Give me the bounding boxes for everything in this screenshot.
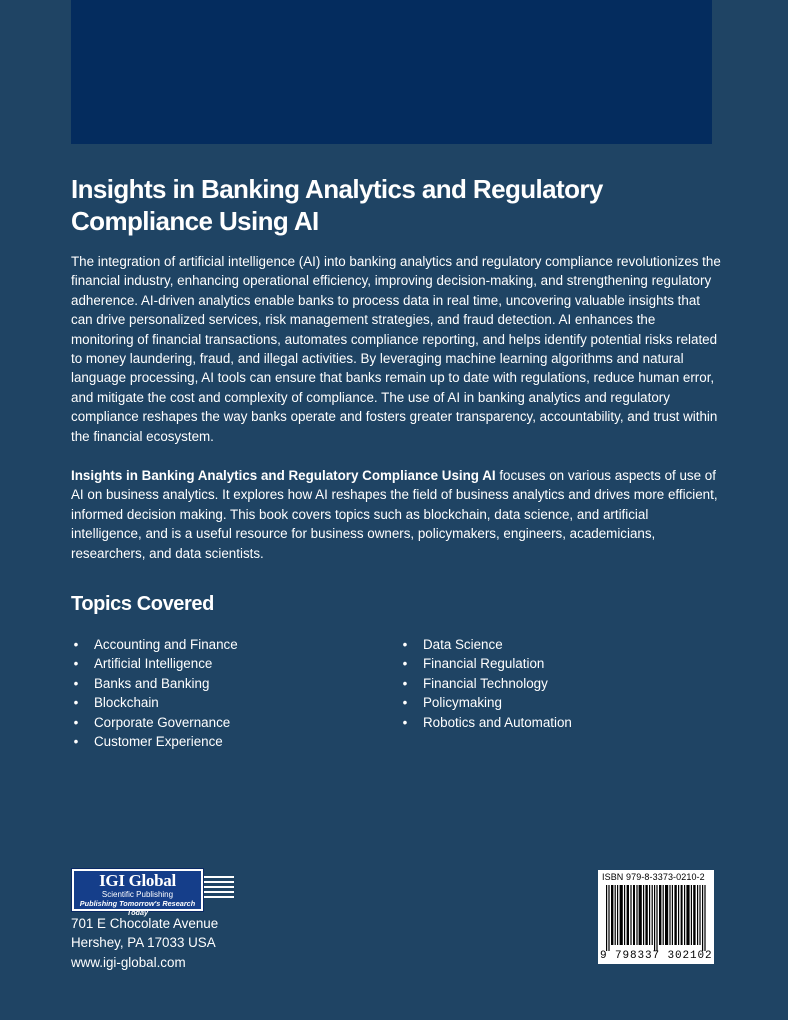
publisher-website: www.igi-global.com <box>71 954 186 970</box>
list-item <box>400 654 572 673</box>
topics-list-column-2 <box>400 635 572 732</box>
topic-label: Artificial Intelligence <box>94 656 213 672</box>
barcode-bars-icon <box>602 885 710 951</box>
bullet-icon: • <box>402 675 408 691</box>
list-item <box>71 635 238 654</box>
publisher-logo <box>71 868 233 917</box>
topic-label: Financial Regulation <box>423 656 545 672</box>
list-item <box>71 674 238 693</box>
publisher-logo-box <box>71 868 204 917</box>
bullet-icon: • <box>402 714 408 730</box>
list-item <box>400 693 572 712</box>
bullet-icon: • <box>402 637 408 652</box>
isbn-label: ISBN 979-8-3373-0210-2 <box>602 872 705 882</box>
logo-stripes-icon <box>204 876 234 904</box>
topic-label: Data Science <box>423 637 503 652</box>
bullet-icon: • <box>73 695 79 711</box>
logo-name: IGI Global <box>99 871 176 890</box>
book-title: Insights in Banking Analytics and Regulatory Compliance Using AI <box>71 174 603 236</box>
description-paragraph-2-text: focuses on various aspects of use of AI on business analytics. It explores how AI reshapes the field of business analytics and drives more efficient, informed decision making. This book covers topics such as blockchain, data science, and artificial intelligence, and is a useful resource for business owners, policymakers, engineers, academicians, researchers, and data scientists. <box>71 468 718 561</box>
bullet-icon: • <box>402 695 408 711</box>
address-line-2: Hershey, PA 17033 USA <box>71 935 216 951</box>
topic-label: Robotics and Automation <box>423 714 572 730</box>
bullet-icon: • <box>73 656 79 672</box>
list-item <box>71 654 238 673</box>
topic-label: Corporate Governance <box>94 714 231 730</box>
topic-label: Banks and Banking <box>94 675 210 691</box>
list-item <box>400 674 572 693</box>
list-item <box>400 635 572 654</box>
topic-label: Blockchain <box>94 695 159 711</box>
address-line-1: 701 E Chocolate Avenue <box>71 916 219 931</box>
publisher-address <box>71 914 218 972</box>
list-item <box>71 713 238 732</box>
bullet-icon: • <box>402 656 408 672</box>
bullet-icon: • <box>73 734 79 750</box>
list-item <box>71 693 238 712</box>
description-paragraph-1: The integration of artificial intelligence (AI) into banking analytics and regulatory compliance revolutionizes the financial industry, enhancing operational efficiency, improving decision-making, and strengthening regulatory adherence. AI-driven analytics enable banks to process data in real time, uncovering valuable insights that can drive personalized services, risk management strategies, and fraud detection. AI enhances the monitoring of financial transactions, automates compliance reporting, and helps identify potential risks related to money laundering, fraud, and illegal activities. By leveraging machine learning algorithms and natural language processing, AI tools can ensure that banks remain up to date with regulations, reduce human error, and mitigate the cost and complexity of compliance. The use of AI in banking analytics and regulatory compliance reshapes the way banks operate and fosters greater transparency, accountability, and trust within the financial ecosystem. <box>71 254 721 444</box>
bullet-icon: • <box>73 675 79 691</box>
barcode-digits: 9 798337 302102 <box>600 950 713 962</box>
topic-label: Financial Technology <box>423 675 548 691</box>
topic-label: Policymaking <box>423 695 502 711</box>
topic-label: Accounting and Finance <box>94 637 238 652</box>
book-title-inline: Insights in Banking Analytics and Regulatory Compliance Using AI <box>71 468 496 483</box>
topics-heading: Topics Covered <box>71 593 214 615</box>
top-color-panel <box>71 0 712 144</box>
bullet-icon: • <box>73 637 79 652</box>
list-item <box>400 713 572 732</box>
logo-subtitle: Scientific Publishing <box>101 890 174 899</box>
logo-tagline: Publishing Tomorrow's Research Today <box>79 899 196 917</box>
topics-list-column-1 <box>71 635 238 751</box>
isbn-barcode <box>598 870 714 964</box>
description-paragraph-2 <box>71 466 721 563</box>
list-item <box>71 732 238 751</box>
bullet-icon: • <box>73 714 79 730</box>
topic-label: Customer Experience <box>94 734 223 750</box>
